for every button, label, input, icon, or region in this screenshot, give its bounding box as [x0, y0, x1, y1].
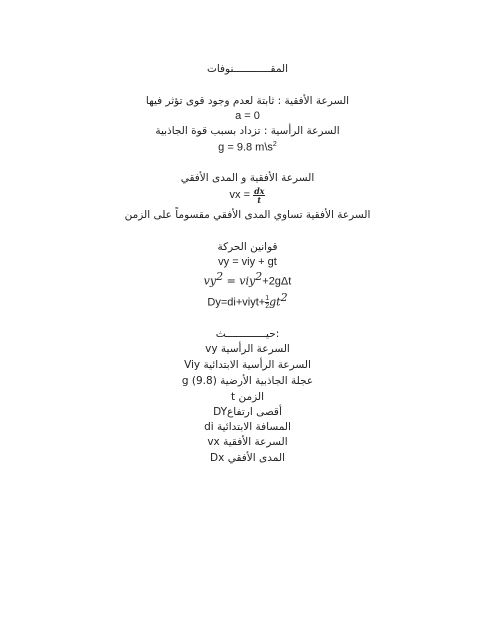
- g-equation-exponent: 2: [272, 141, 277, 148]
- vx-explanation: السرعة الأفقية تساوي المدى الأفقي مقسوماً على الزمن: [124, 209, 371, 221]
- g-equation-base: g = 9.8 m\s: [218, 141, 273, 154]
- page-title: المقــــــــــــنوفات: [206, 63, 289, 75]
- eq2-part-c: +2gΔt: [262, 275, 292, 288]
- g-equation: [0, 138, 495, 155]
- speed-range-heading: السرعة الأفقية و المدى الأفقي: [180, 172, 315, 184]
- equation-dy: Dy=di+viyt+ $\frac{1}{2}gt^2$: [207, 291, 288, 311]
- eq3-part-a: Dy=di+viyt+: [207, 296, 266, 309]
- vx-equation: [0, 185, 495, 205]
- vx-prefix: vx =: [229, 189, 251, 201]
- where-heading: :حيـــــــــــــث: [215, 328, 280, 340]
- vx-numerator: dx: [254, 185, 265, 196]
- eq3-frac-num: 1: [265, 295, 270, 303]
- vx-fraction: [253, 187, 265, 204]
- horizontal-speed-text: السرعة الأفقية : ثابتة لعدم وجود قوى تؤثر فيها: [145, 95, 350, 107]
- a-equation: a = 0: [235, 110, 260, 122]
- equation-vy-squared: $vy^2 = viy^2+2g\Delta t$: [203, 270, 292, 288]
- equation-vy: vy = viy + gt: [218, 256, 277, 268]
- definition-item: السرعة الأفقية vx: [207, 436, 288, 448]
- vx-denominator: t: [257, 194, 262, 205]
- vertical-speed-text: السرعة الرأسية : تزداد بسبب قوة الجاذبية: [155, 125, 340, 137]
- definition-item: السرعة الرأسية vy: [205, 343, 290, 355]
- eq3-part-b: gt: [269, 295, 281, 309]
- eq2-part-b: = viy: [223, 274, 256, 288]
- definition-item: عجلة الجاذبية الأرضية (9.8) g: [181, 375, 314, 387]
- definition-item: السرعة الرأسية الابتدائية Viy: [184, 359, 311, 371]
- eq2-part-a: vy: [203, 274, 217, 288]
- definition-item: المدى الأفقي Dx: [210, 452, 285, 464]
- definition-item: الزمن t: [231, 391, 264, 403]
- eq3-frac-den: 2: [265, 303, 270, 311]
- definition-item: المسافة الابتدائية di: [204, 421, 291, 433]
- definition-item: DYأقصى ارتفاع: [213, 406, 282, 418]
- motion-laws-heading: قوانين الحركة: [217, 241, 278, 253]
